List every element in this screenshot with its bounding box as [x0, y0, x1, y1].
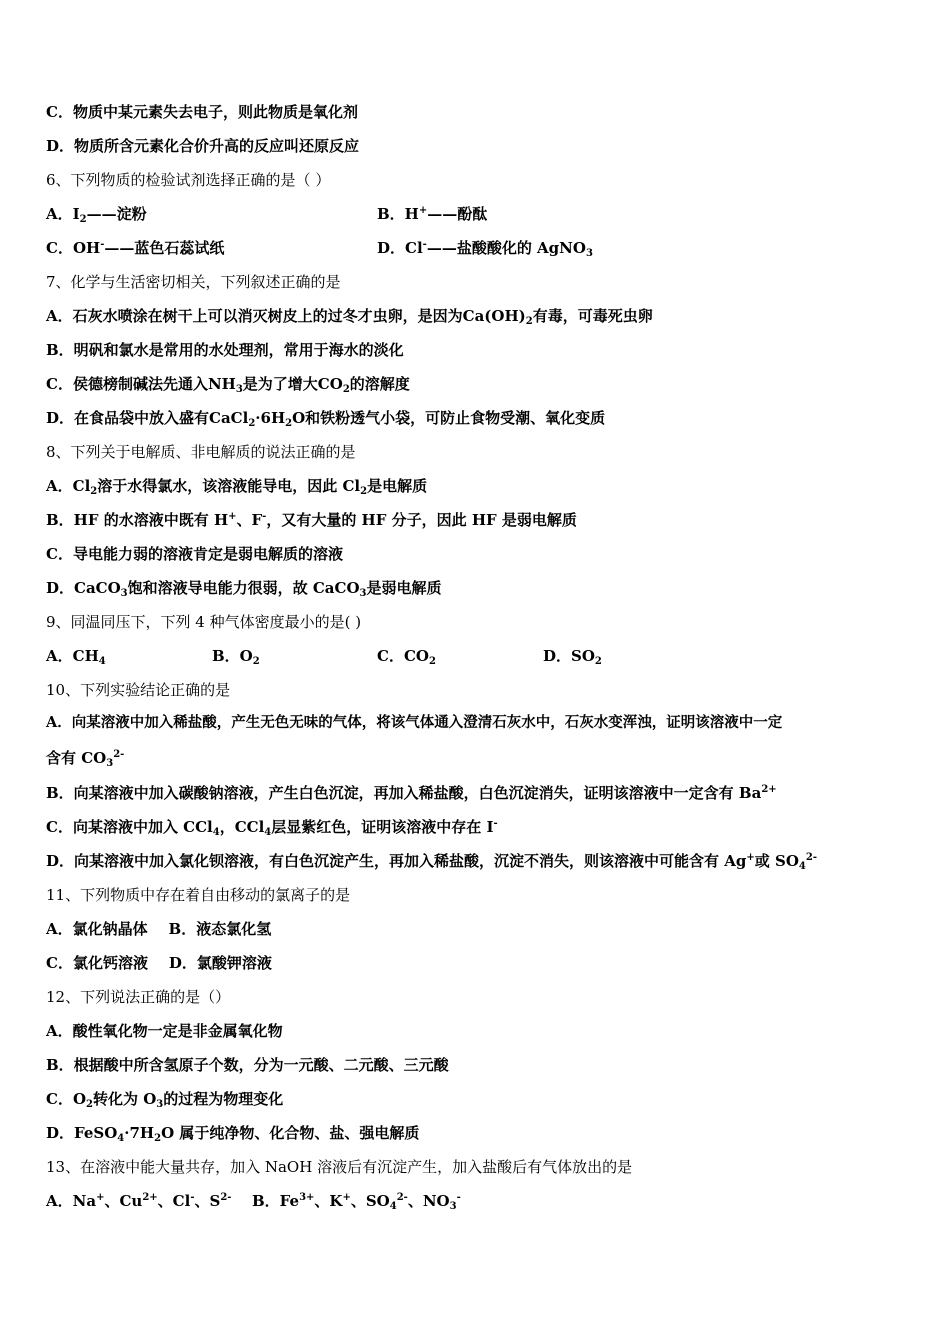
subscript: 2: [252, 656, 260, 667]
text: B．H: [377, 205, 419, 223]
subscript: 2: [86, 1099, 93, 1110]
superscript: +: [418, 205, 428, 216]
question-13: [46, 1157, 632, 1177]
text: 、SO: [350, 1192, 390, 1210]
text: C．侯德榜制碱法先通入NH: [46, 375, 236, 393]
superscript: 2-: [396, 1192, 408, 1203]
question-8: [46, 442, 356, 462]
text: C．氯化钙溶液 D．氯酸钾溶液: [46, 954, 272, 972]
text: 9、同温同压下，下列 4 种气体密度最小的是( ): [46, 613, 362, 631]
text: 10、下列实验结论正确的是: [46, 681, 231, 699]
subscript: 2: [79, 214, 87, 225]
q12-option-c: [46, 1089, 283, 1109]
text: 的溶解度: [349, 375, 410, 393]
text: 转化为 O: [92, 1090, 157, 1108]
text: D．在食品袋中放入盛有CaCl: [46, 409, 249, 427]
question-9: [46, 612, 361, 632]
text: O和铁粉透气小袋，可防止食物受潮、氧化变质: [292, 409, 606, 427]
text: 饱和溶液导电能力很弱，故 CaCO: [127, 579, 360, 597]
text: A．酸性氧化物一定是非金属氧化物: [46, 1022, 283, 1040]
q7-option-d: [46, 408, 605, 428]
text: A．Na: [46, 1192, 97, 1210]
text: 是电解质: [367, 477, 428, 495]
q11-options-cd: [46, 953, 272, 973]
text: A．石灰水喷涂在树干上可以消灭树皮上的过冬才虫卵，是因为Ca(OH): [46, 307, 526, 325]
subscript: 3: [106, 758, 114, 769]
q7-option-a: [46, 306, 653, 326]
subscript: 2: [525, 316, 533, 327]
text: 8、下列关于电解质、非电解质的说法正确的是: [46, 443, 356, 461]
question-10: [46, 680, 230, 700]
superscript: +: [96, 1192, 105, 1203]
subscript: 2: [248, 418, 256, 429]
superscript: -: [262, 511, 267, 522]
superscript: 2-: [113, 749, 125, 760]
text: ——蓝色石蕊试纸: [104, 239, 225, 257]
subscript: 2: [594, 656, 602, 667]
text: 是为了增大CO: [242, 375, 343, 393]
subscript: 3: [156, 1099, 164, 1110]
text: B．根据酸中所含氢原子个数，分为一元酸、二元酸、三元酸: [46, 1056, 449, 1074]
text: 是弱电解质: [366, 579, 442, 597]
text: 或 SO: [754, 852, 799, 870]
text: 的过程为物理变化: [163, 1090, 284, 1108]
question-12: [46, 987, 230, 1007]
text: C．物质中某元素失去电子，则此物质是氧化剂: [46, 103, 358, 121]
option-c-line: [46, 102, 358, 122]
text: O 属于纯净物、化合物、盐、强电解质: [161, 1124, 420, 1142]
q12-option-d: [46, 1123, 419, 1143]
q9-option-b: [212, 646, 260, 666]
text: A．CH: [46, 647, 99, 665]
subscript: 3: [585, 248, 593, 259]
superscript: -: [422, 239, 427, 250]
subscript: 4: [212, 827, 220, 838]
superscript: -: [100, 239, 105, 250]
q7-option-b: [46, 340, 404, 360]
q7-option-c: [46, 374, 410, 394]
text: 13、在溶液中能大量共存，加入 NaOH 溶液后有沉淀产生，加入盐酸后有气体放出的是: [46, 1158, 633, 1176]
text: 有毒，可毒死虫卵: [532, 307, 653, 325]
text: 6、下列物质的检验试剂选择正确的是（ ）: [46, 171, 331, 189]
q6-option-d: [377, 238, 593, 258]
q13-option-a: [46, 1191, 231, 1211]
text: B．O: [212, 647, 253, 665]
text: B．HF 的水溶液中既有 H: [46, 511, 229, 529]
q9-option-c: [377, 646, 436, 666]
text: A．I: [46, 205, 80, 223]
superscript: 2+: [761, 784, 777, 795]
subscript: 4: [98, 656, 106, 667]
subscript: 2: [342, 384, 350, 395]
text: ，又有大量的 HF 分子，因此 HF 是弱电解质: [266, 511, 577, 529]
q10-option-a-line2: [46, 748, 124, 768]
text: B．Fe: [252, 1192, 300, 1210]
q6-option-a: [46, 204, 147, 224]
text: A．Cl: [46, 477, 91, 495]
text: ·6H: [255, 409, 286, 427]
q8-option-c: [46, 544, 343, 564]
text: D．CaCO: [46, 579, 121, 597]
text: D．物质所含元素化合价升高的反应叫还原反应: [46, 137, 360, 155]
subscript: 2: [285, 418, 293, 429]
subscript: 4: [389, 1201, 397, 1212]
text: D．SO: [543, 647, 595, 665]
text: B．向某溶液中加入碳酸钠溶液，产生白色沉淀，再加入稀盐酸，白色沉淀消失，证明该溶液中一定含有 Ba: [46, 784, 762, 802]
text: ·7H: [124, 1124, 155, 1142]
subscript: 2: [360, 486, 368, 497]
q10-option-b: [46, 783, 777, 803]
text: ——盐酸酸化的 AgNO: [426, 239, 586, 257]
text: 、F: [236, 511, 263, 529]
text: A．氯化钠晶体 B．液态氯化氢: [46, 920, 272, 938]
text: 溶于水得氯水，该溶液能导电，因此 Cl: [97, 477, 361, 495]
text: C．O: [46, 1090, 87, 1108]
subscript: 2: [90, 486, 98, 497]
superscript: +: [746, 852, 755, 863]
text: 12、下列说法正确的是（）: [46, 988, 231, 1006]
text: A．向某溶液中加入稀盐酸，产生无色无味的气体，将该气体通入澄清石灰水中，石灰水变浑浊，证明该溶液中一定: [46, 714, 783, 731]
q9-option-a: [46, 646, 106, 666]
text: 、S: [194, 1192, 221, 1210]
superscript: -: [493, 818, 498, 829]
superscript: +: [228, 511, 237, 522]
option-d-line: [46, 136, 359, 156]
q10-option-d: [46, 851, 817, 871]
subscript: 3: [359, 588, 367, 599]
q10-option-c: [46, 817, 498, 837]
subscript: 4: [117, 1133, 125, 1144]
q12-option-a: [46, 1021, 283, 1041]
text: D．Cl: [377, 239, 423, 257]
text: ——酚酞: [427, 205, 488, 223]
question-11: [46, 885, 350, 905]
subscript: 2: [428, 656, 436, 667]
subscript: 3: [449, 1201, 457, 1212]
superscript: 2+: [142, 1192, 158, 1203]
q13-option-b: [252, 1191, 461, 1211]
text: 层显紫红色，证明该溶液中存在 I: [271, 818, 494, 836]
superscript: +: [342, 1192, 351, 1203]
text: B．明矾和氯水是常用的水处理剂，常用于海水的淡化: [46, 341, 404, 359]
text: C．OH: [46, 239, 101, 257]
q10-option-a-line1: [46, 713, 782, 733]
superscript: 2-: [805, 852, 817, 863]
text: 、Cu: [104, 1192, 143, 1210]
subscript: 4: [264, 827, 272, 838]
q6-option-c: [46, 238, 224, 258]
q12-option-b: [46, 1055, 449, 1075]
q11-options-ab: [46, 919, 271, 939]
text: 7、化学与生活密切相关，下列叙述正确的是: [46, 273, 341, 291]
q8-option-b: [46, 510, 577, 530]
text: D．FeSO: [46, 1124, 118, 1142]
superscript: 2-: [220, 1192, 232, 1203]
text: D．向某溶液中加入氯化钡溶液，有白色沉淀产生，再加入稀盐酸，沉淀不消失，则该溶液中可能含有 Ag: [46, 852, 747, 870]
q8-option-d: [46, 578, 442, 598]
text: 、NO: [407, 1192, 450, 1210]
text: 、K: [314, 1192, 343, 1210]
text: 、Cl: [157, 1192, 191, 1210]
text: C．CO: [377, 647, 429, 665]
superscript: 3+: [299, 1192, 315, 1203]
q6-option-b: [377, 204, 487, 224]
question-6: [46, 170, 330, 190]
q9-option-d: [543, 646, 602, 666]
text: ——淀粉: [86, 205, 147, 223]
question-7: [46, 272, 341, 292]
subscript: 3: [235, 384, 243, 395]
subscript: 4: [798, 861, 806, 872]
subscript: 3: [120, 588, 128, 599]
q8-option-a: [46, 476, 427, 496]
text: C．向某溶液中加入 CCl: [46, 818, 213, 836]
subscript: 2: [154, 1133, 162, 1144]
text: C．导电能力弱的溶液肯定是弱电解质的溶液: [46, 545, 343, 563]
text: ，CCl: [219, 818, 265, 836]
superscript: -: [190, 1192, 195, 1203]
text: 11、下列物质中存在着自由移动的氯离子的是: [46, 886, 351, 904]
text: 含有 CO: [46, 749, 107, 767]
superscript: -: [456, 1192, 461, 1203]
